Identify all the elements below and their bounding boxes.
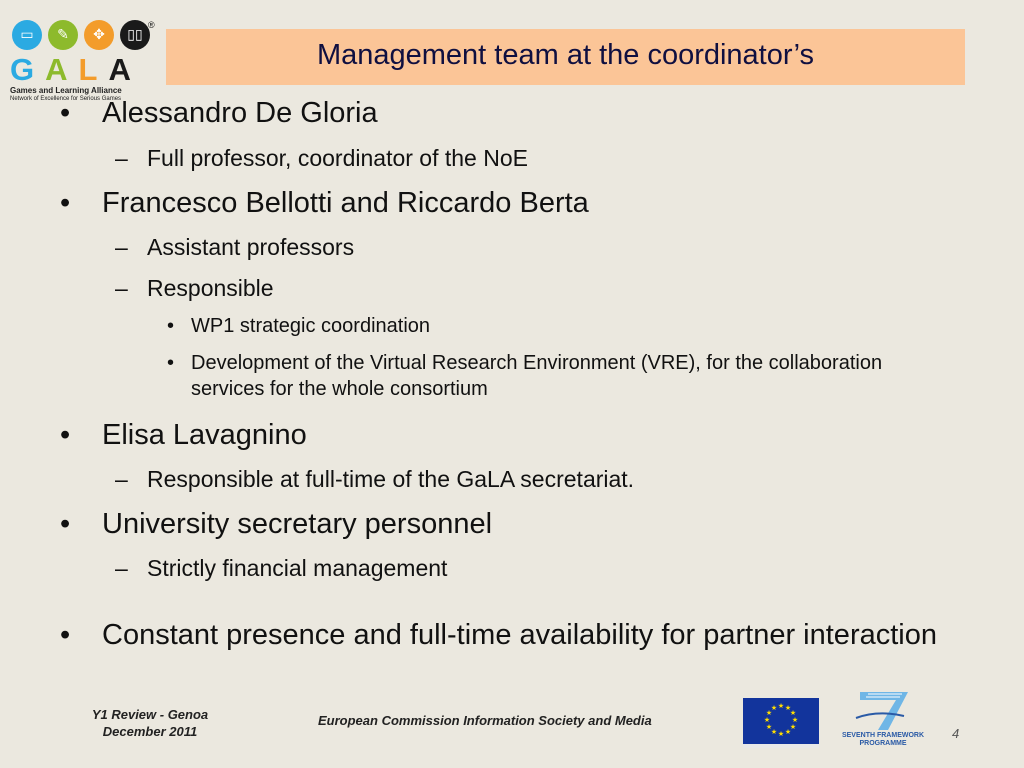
fp7-label-2: PROGRAMME: [859, 740, 907, 747]
title-bar: [166, 29, 965, 85]
sub-bullet-item: – Full professor, coordinator of the NoE: [115, 145, 528, 171]
logo-network: Network of Excellence for Serious Games: [10, 96, 122, 102]
fp7-logo: [838, 688, 928, 748]
gala-logo: [10, 18, 155, 106]
eu-flag-icon: [743, 698, 819, 748]
sub-sub-bullet-item: • Development of the Virtual Research Environment (VRE), for the collaboration services for the whole consortium: [167, 352, 883, 400]
svg-text:★: ★: [777, 730, 785, 738]
book-icon: ▯▯: [120, 20, 150, 50]
bullet-item: • Constant presence and full-time availability for partner interaction: [60, 619, 937, 651]
fp7-label-1: SEVENTH FRAMEWORK: [841, 732, 925, 739]
logo-tagline: Games and Learning Alliance: [10, 86, 122, 95]
svg-text:★: ★: [763, 716, 771, 724]
svg-text:★: ★: [784, 704, 792, 712]
sub-bullet-item: – Responsible: [115, 275, 274, 301]
eu-flag-caption: [743, 744, 819, 748]
page-number: 4: [952, 726, 960, 741]
bullet-item: • Francesco Bellotti and Riccardo Berta: [60, 187, 589, 219]
monitor-icon: ▭: [12, 20, 42, 50]
svg-text:★: ★: [765, 709, 773, 717]
svg-text:★: ★: [777, 702, 785, 710]
svg-text:★: ★: [770, 704, 778, 712]
slide-content: [60, 96, 960, 655]
logo-wordmark: GALA: [10, 52, 142, 87]
bullet-item: • Elisa Lavagnino: [60, 419, 307, 451]
svg-text:★: ★: [789, 709, 797, 717]
review-label: Y1 Review - Genoa December 2011: [91, 707, 209, 739]
bullet-item: • University secretary personnel: [60, 508, 493, 540]
slide-title: Management team at the coordinator’s: [316, 39, 815, 71]
svg-text:★: ★: [791, 716, 799, 724]
svg-text:★: ★: [789, 723, 797, 731]
sub-bullet-item: – Strictly financial management: [115, 555, 448, 581]
svg-text:★: ★: [784, 728, 792, 736]
svg-text:★: ★: [770, 728, 778, 736]
commission-label: European Commission Information Society and Media: [318, 713, 652, 728]
eu-stars: [743, 698, 819, 744]
bullet-item: • Alessandro De Gloria: [60, 97, 378, 129]
pen-icon: ✎: [48, 20, 78, 50]
sub-bullet-item: – Responsible at full-time of the GaLA secretariat.: [115, 466, 635, 492]
sub-sub-bullet-item: • WP1 strategic coordination: [167, 315, 431, 337]
sub-bullet-item: – Assistant professors: [115, 234, 355, 260]
joystick-icon: ✥: [84, 20, 114, 50]
registered-mark: ®: [148, 20, 155, 30]
fp7-seven-icon: [838, 688, 928, 732]
svg-text:★: ★: [765, 723, 773, 731]
